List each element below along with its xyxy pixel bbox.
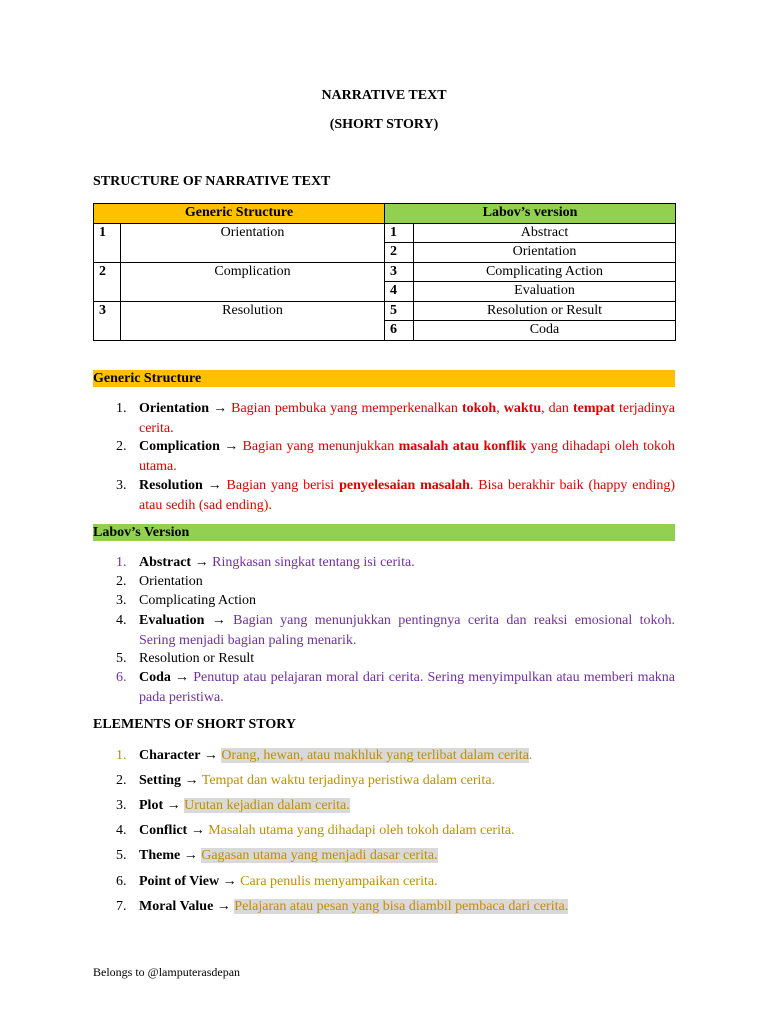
item-desc: Ringkasan singkat tentang isi cerita.: [212, 555, 415, 570]
list-marker: 3.: [116, 478, 127, 493]
item-desc: Bagian yang menunjukkan: [242, 439, 399, 454]
list-item: [139, 553, 675, 573]
generic-num: 2: [94, 262, 121, 301]
arrow-icon: →: [194, 555, 209, 570]
generic-label: Orientation: [121, 223, 385, 262]
labov-version-heading: Labov’s Version: [93, 524, 675, 541]
table-header-row: [94, 204, 676, 224]
item-desc: Urutan kejadian dalam cerita.: [184, 798, 350, 813]
list-item: [139, 897, 675, 917]
item-desc: Gagasan utama yang menjadi dasar cerita.: [201, 848, 438, 863]
item-desc: Pelajaran atau pesan yang bisa diambil pembaca dari cerita.: [234, 899, 569, 914]
generic-label: Complication: [121, 262, 385, 301]
item-desc: Masalah utama yang dihadapi oleh tokoh dalam cerita.: [208, 823, 515, 838]
list-marker: 1.: [116, 555, 127, 570]
list-item: [139, 399, 675, 438]
item-desc: terjadinya cerita.: [139, 401, 676, 436]
list-item: [139, 476, 675, 515]
list-marker: 5.: [116, 651, 127, 666]
list-item: [139, 746, 675, 766]
item-desc: Penutup atau pelajaran moral dari cerita. Sering menyimpulkan atau memberi makna pada peristiwa.: [139, 670, 675, 705]
arrow-icon: →: [166, 798, 181, 813]
item-desc: Bagian pembuka yang memperkenalkan: [231, 401, 462, 416]
item-desc: Cara penulis menyampaikan cerita.: [240, 874, 438, 889]
table-row: [94, 223, 676, 243]
list-item: [139, 846, 675, 866]
labov-label: Coda: [414, 321, 676, 341]
list-item: [139, 821, 675, 841]
list-marker: 7.: [116, 899, 127, 914]
page-title: NARRATIVE TEXT: [321, 88, 447, 103]
table-row: [94, 301, 676, 321]
list-marker: 2.: [116, 773, 127, 788]
labov-label: Resolution or Result: [414, 301, 676, 321]
list-marker: 5.: [116, 848, 127, 863]
footer-credit: Belongs to @lamputerasdepan: [93, 965, 241, 979]
list-item: Orientation: [139, 574, 203, 589]
item-desc: Bagian yang berisi: [226, 478, 340, 493]
labov-label: Orientation: [414, 243, 676, 263]
header-labov: Labov’s version: [385, 204, 676, 224]
item-emphasis: tempat: [572, 401, 615, 416]
labov-num: 3: [385, 262, 414, 282]
labov-num: 2: [385, 243, 414, 263]
structure-heading: STRUCTURE OF NARRATIVE TEXT: [93, 174, 331, 189]
structure-table: [93, 203, 676, 341]
item-term: Plot: [139, 798, 164, 813]
list-marker: 1.: [116, 748, 127, 763]
item-emphasis: masalah atau konflik: [398, 439, 527, 454]
list-marker: 6.: [116, 874, 127, 889]
arrow-icon: →: [183, 848, 198, 863]
list-marker: 6.: [116, 670, 127, 685]
labov-num: 4: [385, 282, 414, 302]
arrow-icon: →: [224, 439, 239, 454]
item-desc: . Bisa berakhir baik (happy ending) atau sedih (sad ending).: [139, 478, 675, 513]
item-term: Point of View: [139, 874, 220, 889]
list-marker: 2.: [116, 439, 127, 454]
list-item: [139, 668, 675, 707]
list-item: Complicating Action: [139, 593, 257, 608]
generic-structure-heading: Generic Structure: [93, 370, 675, 387]
labov-label: Abstract: [414, 223, 676, 243]
labov-num: 6: [385, 321, 414, 341]
elements-heading: ELEMENTS OF SHORT STORY: [93, 717, 296, 732]
item-emphasis: penyelesaian masalah: [339, 478, 470, 493]
arrow-icon: →: [222, 874, 237, 889]
item-term: Setting: [139, 773, 181, 788]
item-term: Moral Value: [139, 899, 214, 914]
list-marker: 2.: [116, 574, 127, 589]
item-desc: yang dihadapi oleh tokoh utama.: [139, 439, 676, 474]
arrow-icon: →: [213, 401, 228, 416]
item-term: Resolution: [139, 478, 203, 493]
page-subtitle: (SHORT STORY): [329, 117, 439, 132]
list-item: [139, 611, 675, 650]
arrow-icon: →: [207, 478, 222, 493]
generic-label: Resolution: [121, 301, 385, 340]
list-marker: 4.: [116, 613, 127, 628]
item-desc: Bagian yang menunjukkan pentingnya cerita dan reaksi emosional tokoh. Sering menjadi bagian paling menarik.: [139, 613, 676, 648]
item-term: Complication: [139, 439, 220, 454]
item-desc: ,: [496, 401, 504, 416]
arrow-icon: →: [203, 748, 218, 763]
table-row: [94, 262, 676, 282]
item-term: Theme: [139, 848, 181, 863]
arrow-icon: →: [190, 823, 205, 838]
labov-label: Complicating Action: [414, 262, 676, 282]
generic-num: 1: [94, 223, 121, 262]
list-marker: 1.: [116, 401, 127, 416]
labov-num: 1: [385, 223, 414, 243]
generic-num: 3: [94, 301, 121, 340]
item-desc: Orang, hewan, atau makhluk yang terlibat dalam cerita: [221, 748, 529, 763]
header-generic: Generic Structure: [94, 204, 385, 224]
item-emphasis: tokoh: [461, 401, 497, 416]
item-term: Evaluation: [139, 613, 205, 628]
item-desc-tail: .: [528, 748, 533, 763]
arrow-icon: →: [175, 670, 190, 685]
item-term: Conflict: [139, 823, 188, 838]
list-marker: 3.: [116, 798, 127, 813]
list-item: [139, 771, 675, 791]
arrow-icon: →: [211, 613, 226, 628]
list-item: Resolution or Result: [139, 651, 255, 666]
arrow-icon: →: [216, 899, 231, 914]
list-marker: 3.: [116, 593, 127, 608]
arrow-icon: →: [184, 773, 199, 788]
item-term: Abstract: [139, 555, 192, 570]
list-marker: 4.: [116, 823, 127, 838]
list-item: [139, 437, 675, 476]
item-term: Character: [139, 748, 201, 763]
list-item: [139, 872, 675, 892]
labov-label: Evaluation: [414, 282, 676, 302]
item-emphasis: waktu: [503, 401, 542, 416]
list-item: [139, 796, 675, 816]
item-desc: , dan: [541, 401, 573, 416]
item-desc: Tempat dan waktu terjadinya peristiwa dalam cerita.: [201, 773, 496, 788]
labov-num: 5: [385, 301, 414, 321]
item-term: Orientation: [139, 401, 209, 416]
item-term: Coda: [139, 670, 171, 685]
